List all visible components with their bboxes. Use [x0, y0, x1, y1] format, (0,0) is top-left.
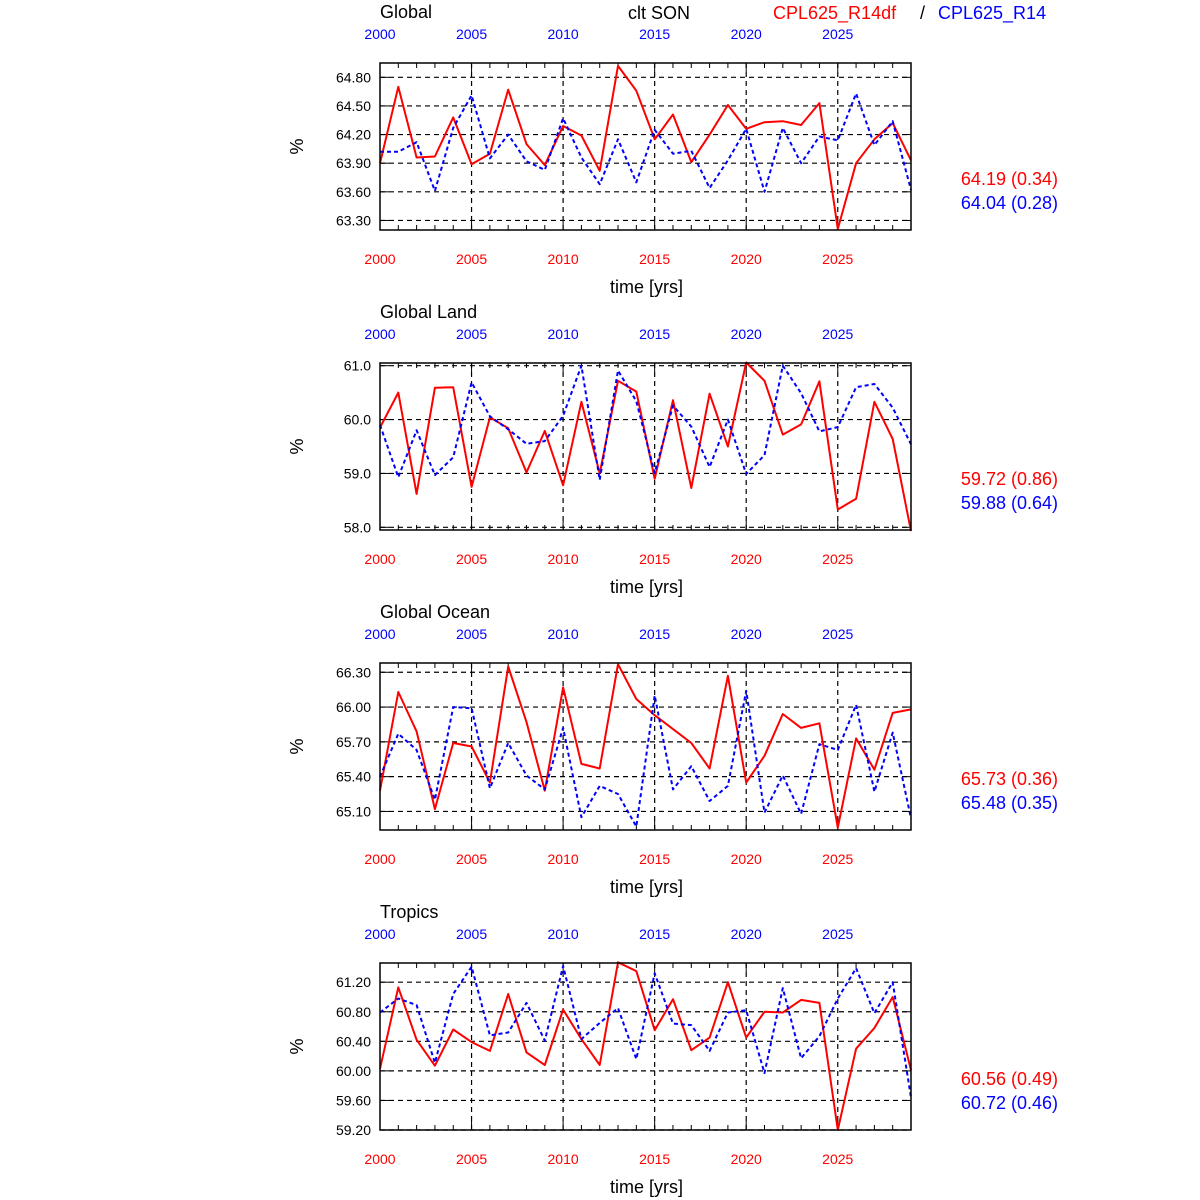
stats-model-b: 65.48 (0.35) [960, 793, 1058, 813]
y-tick-label: 64.20 [335, 126, 371, 143]
y-tick-label: 59.0 [343, 465, 371, 482]
top-x-tick-label: 2015 [639, 326, 671, 342]
bottom-x-tick-label: 2005 [455, 251, 488, 267]
panel-title: Global [380, 2, 433, 22]
top-x-tick-label: 2000 [364, 626, 396, 642]
bottom-x-tick-label: 2025 [822, 851, 854, 867]
top-x-tick-label: 2025 [822, 326, 854, 342]
bottom-x-tick-label: 2000 [364, 1151, 396, 1167]
bottom-x-tick-label: 2015 [639, 1151, 671, 1167]
bottom-x-tick-label: 2010 [547, 851, 579, 867]
stats-model-b: 59.88 (0.64) [960, 493, 1058, 513]
top-x-tick-label: 2010 [547, 26, 579, 42]
y-tick-label: 64.50 [335, 97, 371, 114]
y-tick-label: 66.00 [335, 699, 371, 716]
panel-global-ocean [287, 602, 1058, 897]
y-tick-label: 63.60 [335, 183, 371, 200]
y-tick-label: 63.30 [335, 212, 371, 229]
stats-model-b: 64.04 (0.28) [960, 193, 1058, 213]
panel-global-land [287, 302, 1058, 597]
y-tick-label: 65.10 [335, 803, 371, 820]
plot-frame [380, 363, 911, 530]
top-x-tick-label: 2025 [822, 26, 854, 42]
stats-model-a: 59.72 (0.86) [960, 469, 1058, 489]
bottom-x-tick-label: 2020 [730, 851, 762, 867]
panel-title: Tropics [380, 902, 439, 922]
bottom-x-tick-label: 2005 [455, 551, 488, 567]
series-line-model-a [380, 363, 911, 532]
stats-model-b: 60.72 (0.46) [960, 1093, 1058, 1113]
x-axis-label: time [yrs] [609, 277, 684, 297]
series-line-model-b [380, 966, 911, 1098]
legend-separator: / [920, 3, 926, 23]
legend-model-a-label: CPL625_R14df [773, 3, 897, 23]
top-x-tick-label: 2015 [639, 26, 671, 42]
top-x-tick-label: 2020 [730, 626, 762, 642]
x-axis-label: time [yrs] [609, 877, 684, 897]
top-x-tick-label: 2025 [822, 626, 854, 642]
x-axis-label: time [yrs] [609, 577, 684, 597]
bottom-x-tick-label: 2005 [455, 1151, 488, 1167]
series-line-model-a [380, 962, 911, 1130]
bottom-x-tick-label: 2015 [639, 551, 671, 567]
top-x-tick-label: 2000 [364, 26, 396, 42]
bottom-x-tick-label: 2010 [547, 251, 579, 267]
stats-model-a: 65.73 (0.36) [960, 769, 1058, 789]
y-tick-label: 65.70 [335, 733, 371, 750]
top-x-tick-label: 2005 [455, 926, 488, 942]
bottom-x-tick-label: 2000 [364, 251, 396, 267]
bottom-x-tick-label: 2005 [455, 851, 488, 867]
bottom-x-tick-label: 2015 [639, 851, 671, 867]
y-tick-label: 58.0 [343, 519, 371, 536]
stats-model-a: 64.19 (0.34) [960, 169, 1058, 189]
top-x-tick-label: 2010 [547, 626, 579, 642]
bottom-x-tick-label: 2020 [730, 551, 762, 567]
y-tick-label: 61.0 [343, 357, 371, 374]
top-x-tick-label: 2005 [455, 26, 488, 42]
bottom-x-tick-label: 2010 [547, 1151, 579, 1167]
y-tick-label: 66.30 [335, 664, 371, 681]
top-x-tick-label: 2020 [730, 326, 762, 342]
bottom-x-tick-label: 2000 [364, 551, 396, 567]
top-x-tick-label: 2005 [455, 626, 488, 642]
bottom-x-tick-label: 2000 [364, 851, 396, 867]
top-x-tick-label: 2005 [455, 326, 488, 342]
top-x-tick-label: 2000 [364, 926, 396, 942]
top-x-tick-label: 2015 [639, 626, 671, 642]
legend-model-b-label: CPL625_R14 [938, 3, 1047, 23]
y-tick-label: 61.20 [335, 974, 371, 991]
y-tick-label: 63.90 [335, 155, 371, 172]
y-axis-label: % [287, 1038, 307, 1055]
y-axis-label: % [287, 738, 307, 755]
panel-title: Global Land [380, 302, 478, 322]
top-x-tick-label: 2020 [730, 926, 762, 942]
plot-frame [380, 963, 911, 1130]
bottom-x-tick-label: 2025 [822, 251, 854, 267]
y-tick-label: 60.00 [335, 1062, 371, 1079]
y-tick-label: 60.80 [335, 1003, 371, 1020]
panel-title: Global Ocean [380, 602, 491, 622]
series-line-model-b [380, 691, 911, 827]
y-axis-label: % [287, 438, 307, 455]
y-axis-label: % [287, 138, 307, 155]
y-tick-label: 64.80 [335, 69, 371, 86]
top-x-tick-label: 2000 [364, 326, 396, 342]
bottom-x-tick-label: 2025 [822, 551, 854, 567]
top-x-tick-label: 2015 [639, 926, 671, 942]
bottom-x-tick-label: 2025 [822, 1151, 854, 1167]
variable-season-title: clt SON [628, 3, 691, 23]
series-line-model-a [380, 66, 911, 229]
bottom-x-tick-label: 2015 [639, 251, 671, 267]
plot-frame [380, 663, 911, 830]
y-tick-label: 60.40 [335, 1033, 371, 1050]
plot-frame [380, 63, 911, 230]
x-axis-label: time [yrs] [609, 1177, 684, 1197]
top-x-tick-label: 2020 [730, 26, 762, 42]
bottom-x-tick-label: 2010 [547, 551, 579, 567]
y-tick-label: 59.20 [335, 1122, 371, 1138]
bottom-x-tick-label: 2020 [730, 251, 762, 267]
top-x-tick-label: 2010 [547, 926, 579, 942]
panel-global [287, 2, 1058, 297]
stats-model-a: 60.56 (0.49) [960, 1069, 1058, 1089]
y-tick-label: 60.0 [343, 411, 371, 428]
top-x-tick-label: 2025 [822, 926, 854, 942]
series-line-model-b [380, 94, 911, 192]
top-x-tick-label: 2010 [547, 326, 579, 342]
series-line-model-a [380, 664, 911, 828]
y-tick-label: 59.60 [335, 1092, 371, 1109]
panel-tropics [287, 902, 1058, 1197]
bottom-x-tick-label: 2020 [730, 1151, 762, 1167]
y-tick-label: 65.40 [335, 768, 371, 785]
